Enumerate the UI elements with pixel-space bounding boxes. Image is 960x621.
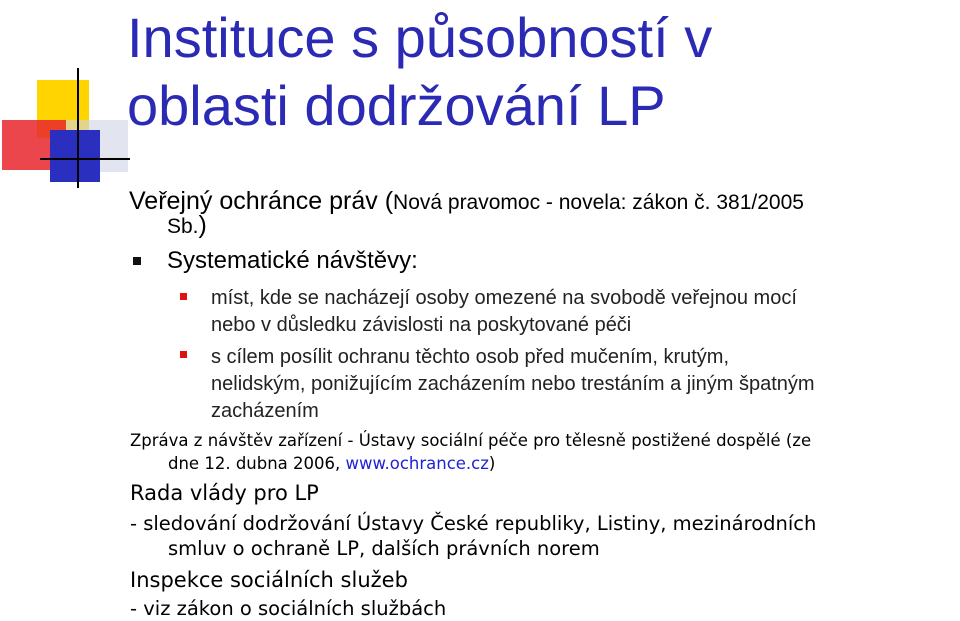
sub1-line-2: nebo v důsledku závislosti na poskytované péči [211,314,632,336]
red-square-bullet-icon [180,293,187,300]
ochrance-link[interactable]: www.ochrance.cz [345,454,489,473]
visit-report [130,429,811,452]
section1-note: Nová pravomoc - novela: zákon č. 381/2005 [393,191,804,214]
section1-note-cont [167,211,207,239]
section1-note-cont-text: Sb. [167,215,199,238]
report-line-2-suffix: ) [488,454,496,473]
square-bullet-icon [133,257,141,265]
sub2-line-2: nelidským, ponižujícím zacházením nebo trestáním a jiným špatným [211,373,815,395]
visit-report-date [168,452,495,475]
sub-bullet-purpose [211,344,815,425]
section2-heading: Rada vlády pro LP [130,481,319,505]
section3-line-1: - viz zákon o sociálních službách [130,597,447,620]
sub-bullet-places [211,285,797,339]
slide-title [127,4,712,140]
title-line-1: Instituce s působností v [127,6,713,69]
bullet-systematic-visits: Systematické návštěvy: [167,247,418,274]
red-square-bullet-icon [180,351,187,358]
section1-heading [129,186,804,218]
decor-horizontal-line [40,158,130,160]
section1-close-paren: ) [198,211,207,239]
section1-heading-text: Veřejný ochránce práv ( [129,187,394,215]
report-line-1: Zpráva z návštěv zařízení - Ústavy sociální péče pro tělesně postižené dospělé (ze [130,431,812,450]
report-line-2-prefix: dne 12. dubna 2006, [168,454,346,473]
sub1-line-1: míst, kde se nacházejí osoby omezené na svobodě veřejnou mocí [211,287,797,309]
decor-blue-square [50,130,100,182]
section3-heading: Inspekce sociálních služeb [130,568,408,592]
section2-line-2: smluv o ochraně LP, dalších právních norem [168,537,600,560]
sub2-line-3: zacházením [211,400,319,422]
section2-line-1: - sledování dodržování Ústavy České republiky, Listiny, mezinárodních [130,512,817,535]
decor-vertical-line [77,68,79,188]
title-line-2: oblasti dodržování LP [127,74,666,137]
sub2-line-1: s cílem posílit ochranu těchto osob před mučením, krutým, [211,346,729,368]
